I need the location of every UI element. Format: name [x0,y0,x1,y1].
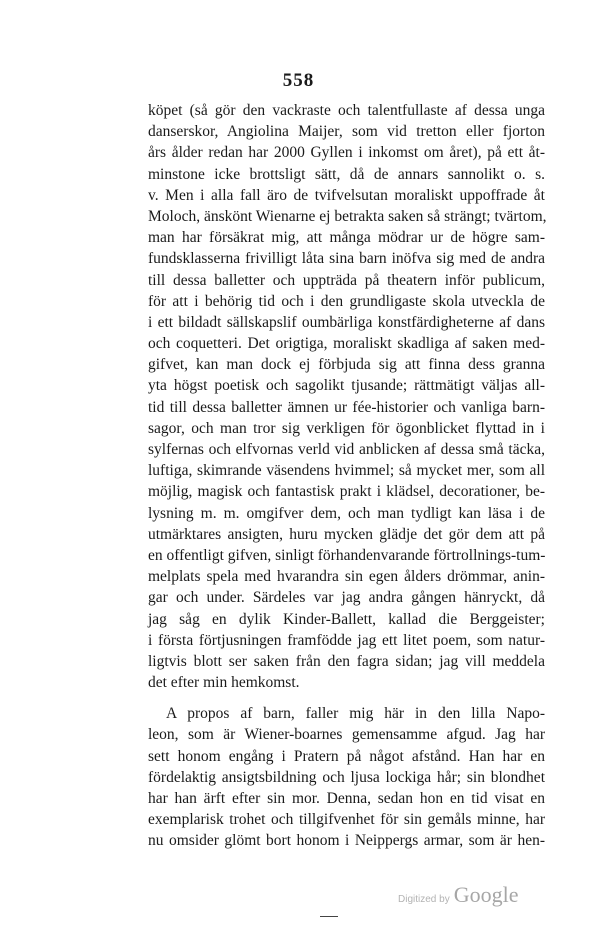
text-line: köpet (så gör den vackraste och talentfullaste af dessa unga [148,102,545,119]
text-line: möjlig, magisk och fantastisk prakt i klädsel, decorationer, be- [148,483,545,501]
text-line: yta högst poetisk och sagolikt tjusande; rättmätigt väljas all- [148,377,545,395]
paragraph-gap [148,693,545,703]
text-line: sagor, och man tror sig verkligen för ögonblicket flyttad in i [148,419,545,437]
text-line: har han ärft efter sin mor. Denna, sedan hon en tid visat en [148,790,545,807]
text-line: det efter min hemkomst. [148,674,300,692]
footer-rule [320,916,338,917]
text-line: utmärktares ansigten, huru mycken glädje det gör dem att på [148,525,545,543]
text-line: fundsklasserna frivilligt låta sina barn inöfva sig med de andra [148,250,545,268]
text-line: man har försäkrat mig, att många mödrar ur de högre sam- [148,229,545,247]
text-line: lysning m. m. omgifver dem, och man tydligt kan läsa i de [148,504,545,522]
text-line: gifvet, kan man dock ej förbjuda sig att finna dess granna [148,356,545,374]
text-line: Moloch, änskönt Wienarne ej betrakta saken så strängt; tvärtom, [148,207,547,225]
text-line: i ett bildadt sällskapslif oumbärliga konstfärdigheterne af dans [148,313,545,331]
text-line: v. Men i alla fall äro de tvifvelsutan moraliskt uppoffrade åt [148,186,545,204]
text-line: danserskor, Angiolina Maijer, som vid tretton eller fjorton [148,123,545,141]
watermark-brand: Google [453,882,519,907]
text-line: och coquetteri. Det origtiga, moraliskt skadliga af saken med- [148,335,545,353]
text-line: A propos af barn, faller mig här in den lilla Napo- [166,705,545,723]
text-line: fördelaktig ansigtsbildning och ljusa lockiga hår; sin blondhet [148,768,545,786]
text-line: för att i behörig tid och i den grundligaste skola utveckla de [148,292,545,310]
text-line: melplats spela med hvarandra sin egen ålders drömmar, anin- [148,568,545,586]
text-line: minstone icke brottsligt sätt, då de annars sannolikt o. s. [148,165,545,183]
paragraph-2 [148,703,545,851]
page-number: 558 [282,70,315,91]
text-line: jag såg en dylik Kinder-Ballett, kallad die Berggeister; [148,610,545,628]
text-line: nu omsider glömt bort honom i Neippergs armar, som är hen- [148,832,545,850]
paragraph-1 [148,100,545,693]
text-line: leon, som är Wiener-boarnes gemensamme afgud. Jag har [148,726,545,744]
text-line: gar och under. Särdeles var jag andra gången hänryckt, då [148,589,545,607]
watermark-prefix: Digitized by [398,894,450,905]
digitized-watermark [398,882,518,908]
text-line: sylfernas och elfvornas verld vid anblicken af dessa små täcka, [148,441,545,458]
body-text [148,100,545,852]
text-line: exemplarisk trohet och tillgifvenhet för sin gemåls minne, har [148,811,545,829]
text-line: en offentligt gifven, sinligt förhandenvarande förtrollnings-tum- [148,546,546,564]
text-line: i första förtjusningen framfödde jag ett litet poem, som natur- [148,631,545,649]
text-line: års ålder redan har 2000 Gyllen i inkomst om året), på ett åt- [148,144,545,162]
text-line: tid till dessa balletter ämnen ur fée-historier och vanliga barn- [148,398,545,416]
text-line: sett honom engång i Pratern på något afstånd. Han har en [148,747,545,765]
text-line: luftiga, skimrande väsendens hvimmel; så mycket mer, som all [148,462,545,480]
text-line: till dessa balletter och uppträda på theatern inför publicum, [148,271,545,289]
text-line: ligtvis blott ser saken från den fagra sidan; jag vill meddela [148,652,545,670]
